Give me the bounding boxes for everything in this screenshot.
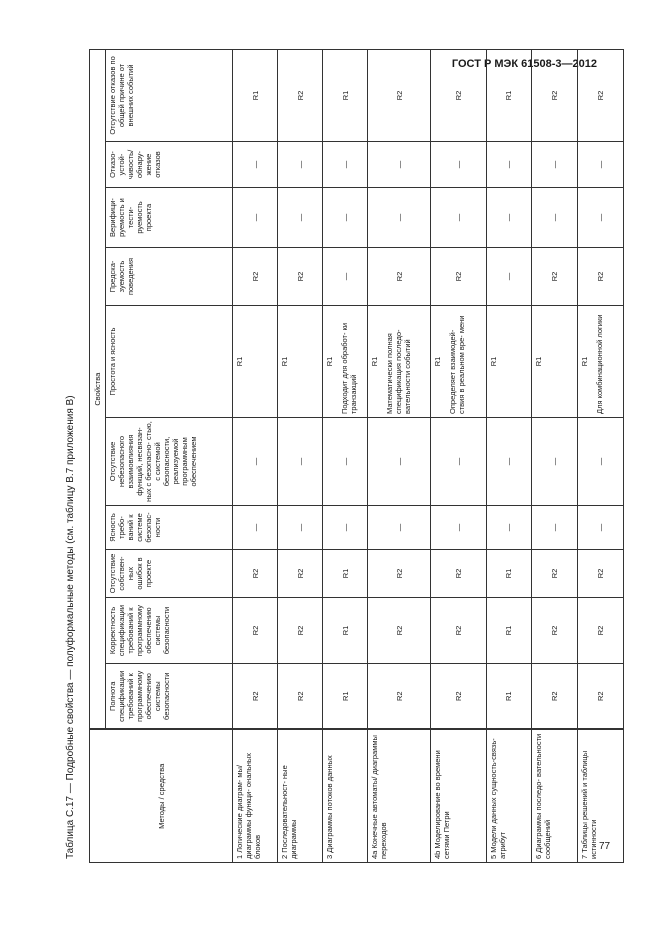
cell-value: R2 <box>430 49 486 141</box>
cell-value: R1 <box>486 598 531 664</box>
column-header: Ясность требо- ваний к системе безопас- ности <box>106 506 233 550</box>
cell-value: R2 <box>368 598 430 664</box>
cell-value: — <box>531 188 577 248</box>
cell-value: R2 <box>430 550 486 598</box>
simplicity-cell <box>531 306 577 418</box>
column-header: Отсутствие небезопасного взаимовлияния функций, несвязан- ных с безопасно- стью, с системой безопасности, реализуемой программным обеспечением <box>106 418 233 506</box>
cell-value: R1 <box>323 49 368 141</box>
cell-value: — <box>233 506 278 550</box>
cell-value: — <box>233 188 278 248</box>
cell-value: — <box>486 142 531 188</box>
rotated-table-block <box>62 48 622 863</box>
table-row <box>368 49 430 862</box>
cell-value: R2 <box>531 49 577 141</box>
cell-value: R2 <box>233 664 278 730</box>
cell-value: R1 <box>370 356 380 367</box>
cell-value: R1 <box>432 356 442 367</box>
cell-value: — <box>531 142 577 188</box>
table-row <box>233 49 278 862</box>
cell-note: Математически полная спецификация последо- вательности событий <box>385 329 413 414</box>
cell-value: R1 <box>280 356 290 367</box>
cell-value: R2 <box>430 248 486 306</box>
cell-note: Определяет взаимодей- ствия в реальном вре- мени <box>447 315 466 414</box>
column-header: Отсутствие собствен- ных ошибок в проекте <box>106 550 233 598</box>
table-row <box>486 49 531 862</box>
column-header: Предска- зуемость поведения <box>106 248 233 306</box>
cell-value: R2 <box>368 664 430 730</box>
cell-value: — <box>233 418 278 506</box>
cell-value: R2 <box>368 248 430 306</box>
properties-group-header: Свойства <box>90 49 106 729</box>
cell-value: R1 <box>486 550 531 598</box>
simplicity-cell <box>323 306 368 418</box>
cell-value: — <box>577 418 623 506</box>
page-number: 77 <box>599 841 611 852</box>
cell-value: R2 <box>368 550 430 598</box>
simplicity-cell <box>368 306 430 418</box>
simplicity-cell <box>278 306 323 418</box>
table-row <box>577 49 623 862</box>
cell-value: — <box>323 188 368 248</box>
method-name: 6 Диаграммы последо- вательности сообщений <box>531 730 577 863</box>
cell-value: R1 <box>235 356 245 367</box>
cell-value: — <box>577 506 623 550</box>
cell-value: R1 <box>323 598 368 664</box>
simplicity-cell <box>430 306 486 418</box>
column-header: Простота и ясность <box>106 306 233 418</box>
cell-value: R1 <box>323 664 368 730</box>
cell-value: R2 <box>531 664 577 730</box>
cell-value: — <box>430 418 486 506</box>
cell-value: R2 <box>531 248 577 306</box>
cell-value: R1 <box>486 49 531 141</box>
properties-table <box>89 49 624 863</box>
cell-value: — <box>368 188 430 248</box>
cell-value: R2 <box>278 550 323 598</box>
cell-value: R2 <box>577 248 623 306</box>
cell-value: R1 <box>488 356 498 367</box>
cell-value: R2 <box>430 598 486 664</box>
cell-value: — <box>368 142 430 188</box>
method-name: 7 Таблицы решений и таблицы истинности <box>577 730 623 863</box>
cell-value: — <box>430 188 486 248</box>
column-header: Полнота спецификации требований к программному обеспечению системы безопасности <box>106 664 233 730</box>
cell-value: — <box>278 418 323 506</box>
method-name: 1 Логические диаграм- мы/диаграммы функци- ональных блоков <box>233 730 278 863</box>
cell-value: — <box>531 418 577 506</box>
cell-value: R2 <box>233 550 278 598</box>
method-name: 2 Последовательност- ные диаграммы <box>278 730 323 863</box>
cell-value: — <box>278 188 323 248</box>
cell-value: — <box>278 506 323 550</box>
method-name: 3 Диаграммы потоков данных <box>323 730 368 863</box>
simplicity-cell <box>577 306 623 418</box>
cell-value: R2 <box>368 49 430 141</box>
cell-note: Для комбинационной логики <box>594 314 604 414</box>
cell-value: R2 <box>531 550 577 598</box>
cell-value: R2 <box>577 550 623 598</box>
cell-value: — <box>430 506 486 550</box>
cell-value: — <box>486 188 531 248</box>
column-header: Отказо- устой- чивость/ обнару- жение отказов <box>106 142 233 188</box>
method-name: 5 Модели данных сущность-связь-атрибут <box>486 730 531 863</box>
cell-note: Подходит для обработ- ки транзакций <box>340 322 359 414</box>
cell-value: R2 <box>278 598 323 664</box>
table-row <box>430 49 486 862</box>
cell-value: R2 <box>577 598 623 664</box>
cell-value: — <box>278 142 323 188</box>
document-header: ГОСТ Р МЭК 61508-3—2012 <box>451 58 597 70</box>
cell-value: R2 <box>233 598 278 664</box>
cell-value: — <box>430 142 486 188</box>
cell-value: R2 <box>278 49 323 141</box>
column-header: Отсутствие отказов по общей причине от внешних событий <box>106 49 233 141</box>
cell-value: — <box>486 506 531 550</box>
cell-value: — <box>323 506 368 550</box>
cell-value: R1 <box>323 550 368 598</box>
cell-value: — <box>233 142 278 188</box>
cell-value: R2 <box>278 248 323 306</box>
table-caption: Таблица С.17 — Подробные свойства — полуформальные методы (см. таблицу В.7 приложения В) <box>65 395 76 859</box>
cell-value: — <box>577 188 623 248</box>
cell-value: R2 <box>233 248 278 306</box>
cell-value: — <box>486 248 531 306</box>
cell-value: R2 <box>577 49 623 141</box>
cell-value: R2 <box>531 598 577 664</box>
cell-value: R1 <box>579 356 589 367</box>
method-name: 4b Моделирование во времени сетями Петри <box>430 730 486 863</box>
table-row <box>278 49 323 862</box>
column-header: Корректность спецификации требований к программному обеспечению системы безопасности <box>106 598 233 664</box>
method-name: 4а Конечные автоматы/ диаграммы переходов <box>368 730 430 863</box>
column-header: Верифици- руемость и тести- руемость проекта <box>106 188 233 248</box>
cell-value: — <box>531 506 577 550</box>
methods-header: Методы / средства <box>90 730 233 863</box>
cell-value: R1 <box>486 664 531 730</box>
simplicity-cell <box>233 306 278 418</box>
cell-value: R2 <box>577 664 623 730</box>
cell-value: — <box>323 248 368 306</box>
cell-value: — <box>323 142 368 188</box>
cell-value: R2 <box>430 664 486 730</box>
cell-value: — <box>486 418 531 506</box>
cell-value: — <box>577 142 623 188</box>
cell-value: R1 <box>533 356 543 367</box>
cell-value: — <box>368 418 430 506</box>
cell-value: R1 <box>325 356 335 367</box>
cell-value: — <box>323 418 368 506</box>
cell-value: R1 <box>233 49 278 141</box>
cell-value: — <box>368 506 430 550</box>
cell-value: R2 <box>278 664 323 730</box>
table-row <box>531 49 577 862</box>
table-row <box>323 49 368 862</box>
simplicity-cell <box>486 306 531 418</box>
